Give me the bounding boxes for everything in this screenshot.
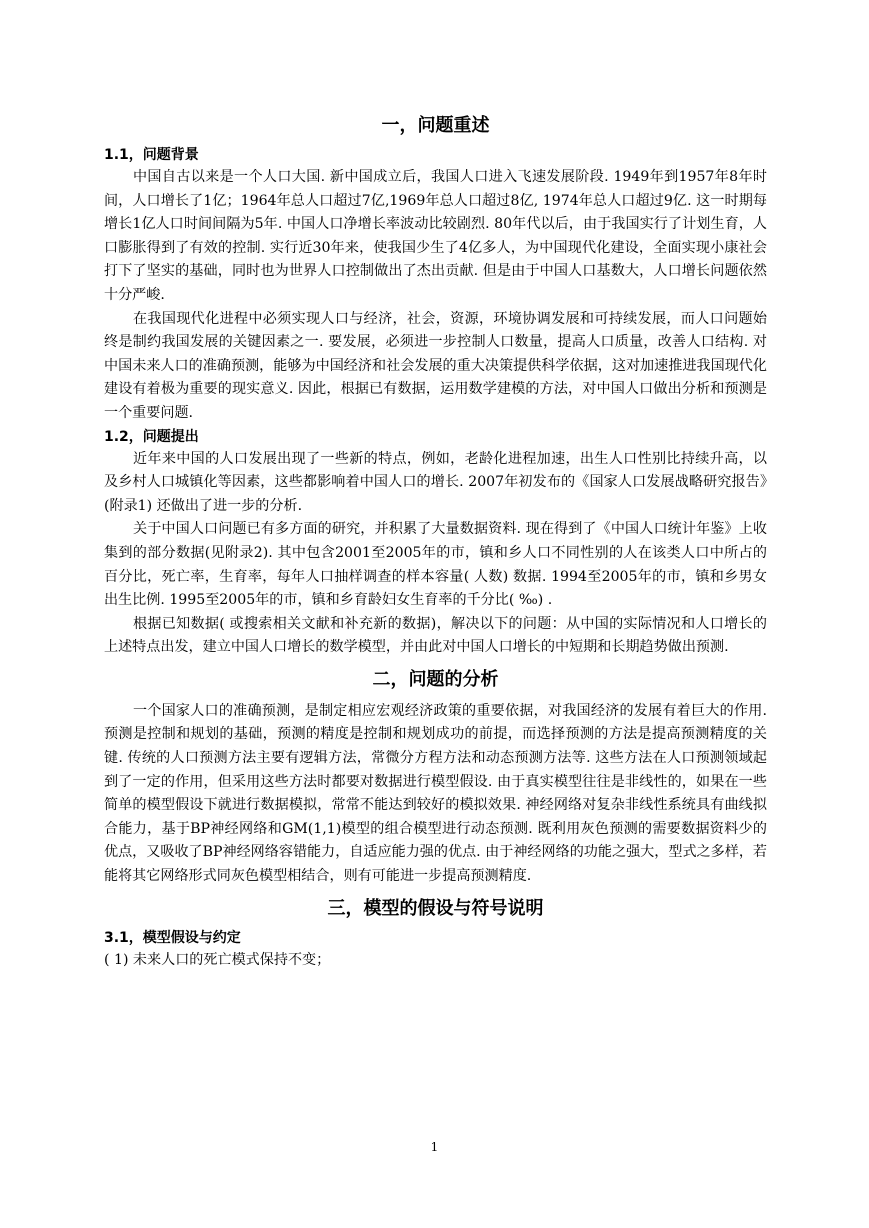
section-1-title: 一，问题重述	[381, 115, 490, 136]
paragraph-analysis: 一个国家人口的准确预测，是制定相应宏观经济政策的重要依据，对我国经济的发展有着巨大的作用. 预测是控制和规划的基础，预测的精度是控制和规划成功的前提，而选择预测的方法是提高预测精度的关键. 传统的人口预测方法主要有逻辑方法，常微分方程方法和动态预测方法等. 这些方法在人口预测领域起到了一定的作用，但采用这些方法时都要对数据进行模型假设. 由于真实模型往往是非线性的，如果在一些简单的模型假设下就进行数据模拟，常常不能达到较好的模拟效果. 神经网络对复杂非线性系统具有曲线拟合能力，基于BP神经网络和GM(1,1)模型的组合模型进行动态预测. 既利用灰色预测的需要数据资料少的优点，又吸收了BP神经网络容错能力，自适应能力强的优点. 由于神经网络的功能之强大，型式之多样，若能将其它网络形式同灰色模型相结合，则有可能进一步提高预测精度.	[104, 702, 768, 885]
section-3-title: 三，模型的假设与符号说明	[327, 897, 544, 919]
subsection-3-1-heading: 3.1，模型假设与约定	[104, 929, 241, 946]
paragraph-problem-1: 近年来中国的人口发展出现了一些新的特点，例如，老龄化进程加速，出生人口性别比持续升高，以及乡村人口城镇化等因素，这些都影响着中国人口的增长. 2007年初发布的《国家人口发展战略研究报告》(附录1) 还做出了进一步的分析.	[104, 450, 767, 514]
page-number: 1	[430, 1140, 439, 1154]
paragraph-problem-3: 根据已知数据( 或搜索相关文献和补充新的数据)，解决以下的问题：从中国的实际情况和人口增长的上述特点出发，建立中国人口增长的数学模型，并由此对中国人口增长的中短期和长期趋势做出预测.	[104, 615, 767, 656]
section-2-title: 二，问题的分析	[372, 668, 499, 690]
paragraph-problem-2: 关于中国人口问题已有多方面的研究，并积累了大量数据资料. 现在得到了《中国人口统计年鉴》上收集到的部分数据(见附录2). 其中包含2001至2005年的市，镇和乡人口不同性别的人在该类人口中所占的百分比，死亡率，生育率，每年人口抽样调查的样本容量( 人数) 数据. 1994至2005年的市，镇和乡男女出生比例. 1995至2005年的市，镇和乡育龄妇女生育率的千分比( ‰) .	[104, 521, 767, 609]
page-content	[104, 112, 767, 972]
subsection-1-1-heading: 1.1，问题背景	[104, 147, 199, 163]
assumption-item-1: ( 1) 未来人口的死亡模式保持不变；	[104, 951, 331, 968]
paragraph-background-1: 中国自古以来是一个人口大国. 新中国成立后，我国人口进入飞速发展阶段. 1949年到1957年8年时间，人口增长了1亿；1964年总人口超过7亿,1969年总人口超过8亿, 1974年总人口超过9亿. 这一时期每增长1亿人口时间间隔为5年. 中国人口净增长率波动比较剧烈. 80年代以后，由于我国实行了计划生育，人口膨胀得到了有效的控制. 实行近30年来，使我国少生了4亿多人，为中国现代化建设，全面实现小康社会打下了坚实的基础，同时也为世界人口控制做出了杰出贡献. 但是由于中国人口基数大，人口增长问题依然十分严峻.	[104, 169, 767, 303]
subsection-1-2-heading: 1.2，问题提出	[104, 428, 199, 445]
paragraph-background-2: 在我国现代化进程中必须实现人口与经济，社会，资源，环境协调发展和可持续发展，而人口问题始终是制约我国发展的关键因素之一. 要发展，必须进一步控制人口数量，提高人口质量，改善人口结构. 对中国未来人口的准确预测，能够为中国经济和社会发展的重大决策提供科学依据，这对加速推进我国现代化建设有着极为重要的现实意义. 因此，根据已有数据，运用数学建模的方法，对中国人口做出分析和预测是一个重要问题.	[104, 310, 767, 421]
